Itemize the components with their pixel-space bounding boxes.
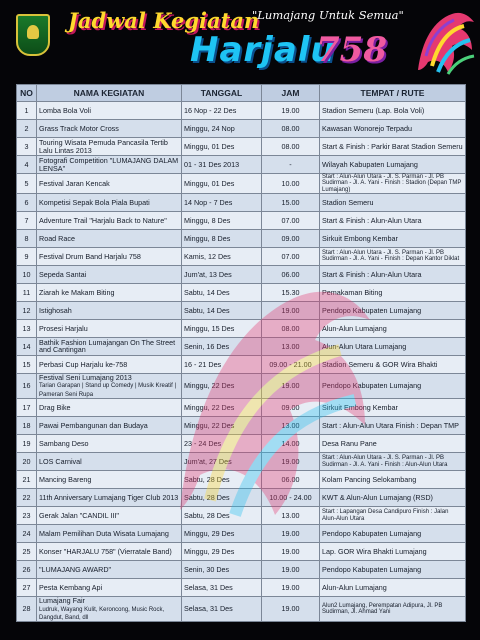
horse-logo-icon: [408, 0, 480, 90]
activity-date: Minggu, 22 Des: [182, 399, 262, 417]
column-header-date: TANGGAL: [182, 85, 262, 102]
activity-subtitle: Ludruk, Wayang Kulit, Keroncong, Music Rock, Dangdut, Band, dll: [39, 606, 165, 621]
table-row: [17, 579, 466, 597]
table-row: [17, 355, 466, 373]
activity-place: Alun-Alun Lumajang: [320, 319, 466, 337]
activity-time: 14.00: [262, 435, 320, 453]
row-number: 19: [17, 435, 37, 453]
row-number: 18: [17, 417, 37, 435]
activity-name-cell: [37, 471, 182, 489]
row-number: 27: [17, 579, 37, 597]
row-number: 4: [17, 156, 37, 174]
activity-date: Minggu, 22 Des: [182, 373, 262, 398]
table-row: [17, 156, 466, 174]
row-number: 1: [17, 102, 37, 120]
activity-date: Minggu, 8 Des: [182, 211, 262, 229]
activity-name: Lumajang Fair: [39, 596, 85, 606]
activity-date: 01 - 31 Des 2013: [182, 156, 262, 174]
activity-time: 13.00: [262, 507, 320, 525]
row-number: 21: [17, 471, 37, 489]
activity-name-cell: [37, 211, 182, 229]
activity-name: Sambang Deso: [39, 438, 89, 448]
activity-name-cell: [37, 525, 182, 543]
activity-date: Senin, 16 Des: [182, 337, 262, 355]
activity-date: 14 Nop - 7 Des: [182, 193, 262, 211]
activity-name: Malam Pemilihan Duta Wisata Lumajang: [39, 528, 169, 538]
table-row: [17, 138, 466, 156]
activity-name-cell: [37, 174, 182, 194]
activity-place: Stadion Semeru: [320, 193, 466, 211]
activity-time: 08.00: [262, 120, 320, 138]
activity-time: 09.00 - 21.00: [262, 355, 320, 373]
activity-date: Selasa, 31 Des: [182, 597, 262, 622]
activity-date: Minggu, 8 Des: [182, 229, 262, 247]
row-number: 6: [17, 193, 37, 211]
row-number: 17: [17, 399, 37, 417]
activity-place: Sirkuit Embong Kembar: [320, 399, 466, 417]
activity-place: Stadion Semeru & GOR Wira Bhakti: [320, 355, 466, 373]
activity-name: Fotografi Competition "LUMAJANG DALAM LENSA": [39, 155, 179, 173]
activity-time: 19.00: [262, 543, 320, 561]
activity-name-cell: [37, 265, 182, 283]
activity-time: 07.00: [262, 247, 320, 265]
activity-date: 23 - 24 Des: [182, 435, 262, 453]
table-row: [17, 229, 466, 247]
activity-name-cell: [37, 247, 182, 265]
activity-date: Minggu, 01 Des: [182, 138, 262, 156]
activity-name: Perbasi Cup Harjalu ke-758: [39, 359, 128, 369]
table-row: [17, 417, 466, 435]
activity-name: 11th Anniversary Lumajang Tiger Club 2013: [39, 492, 179, 502]
activity-place: Start : Alun-Alun Utara - Jl. S. Parman - Jl. PB Sudirman - Jl. A. Yani - Finish : Alun-Alun Utara: [320, 453, 466, 471]
activity-name: Ziarah ke Makam Biting: [39, 287, 115, 297]
row-number: 16: [17, 373, 37, 398]
table-row: [17, 120, 466, 138]
activity-name: Grass Track Motor Cross: [39, 123, 119, 133]
activity-name-cell: [37, 579, 182, 597]
activity-time: 19.00: [262, 301, 320, 319]
activity-time: 15.30: [262, 283, 320, 301]
table-row: [17, 507, 466, 525]
activity-place: Lap. GOR Wira Bhakti Lumajang: [320, 543, 466, 561]
activity-name: Festival Jaran Kencak: [39, 178, 110, 188]
row-number: 22: [17, 489, 37, 507]
activity-time: 19.00: [262, 579, 320, 597]
column-header-activity: NAMA KEGIATAN: [37, 85, 182, 102]
activity-name-cell: [37, 597, 182, 622]
activity-place: Alun-Alun Lumajang: [320, 579, 466, 597]
row-number: 2: [17, 120, 37, 138]
table-row: [17, 597, 466, 622]
activity-time: 19.00: [262, 453, 320, 471]
activity-place: Desa Ranu Pane: [320, 435, 466, 453]
activity-name: LOS Carnival: [39, 456, 82, 466]
activity-name: Prosesi Harjalu: [39, 323, 88, 333]
activity-place: Pendopo Kabupaten Lumajang: [320, 373, 466, 398]
activity-name: Mancing Bareng: [39, 474, 92, 484]
activity-name-cell: [37, 507, 182, 525]
activity-place: Kolam Pancing Selokambang: [320, 471, 466, 489]
table-row: [17, 283, 466, 301]
table-row: [17, 174, 466, 194]
activity-date: Sabtu, 14 Des: [182, 301, 262, 319]
row-number: 13: [17, 319, 37, 337]
table-row: [17, 543, 466, 561]
activity-time: 10.00 - 24.00: [262, 489, 320, 507]
row-number: 25: [17, 543, 37, 561]
row-number: 3: [17, 138, 37, 156]
activity-name: Adventure Trail "Harjalu Back to Nature": [39, 215, 167, 225]
activity-date: Jum'at, 27 Des: [182, 453, 262, 471]
activity-name: Bathik Fashion Lumajangan On The Street and Cantingan: [39, 337, 176, 355]
table-row: [17, 561, 466, 579]
table-row: [17, 337, 466, 355]
activity-name-cell: [37, 435, 182, 453]
activity-name-cell: [37, 399, 182, 417]
activity-name-cell: [37, 138, 182, 156]
row-number: 10: [17, 265, 37, 283]
row-number: 9: [17, 247, 37, 265]
activity-time: 06.00: [262, 471, 320, 489]
activity-name-cell: [37, 102, 182, 120]
table-row: [17, 435, 466, 453]
activity-time: 19.00: [262, 561, 320, 579]
activity-place: Pendopo Kabupaten Lumajang: [320, 301, 466, 319]
row-number: 12: [17, 301, 37, 319]
activity-name-cell: [37, 229, 182, 247]
row-number: 8: [17, 229, 37, 247]
activity-place: Stadion Semeru (Lap. Bola Voli): [320, 102, 466, 120]
table-row: [17, 471, 466, 489]
activity-date: Minggu, 01 Des: [182, 174, 262, 194]
activity-name-cell: [37, 561, 182, 579]
row-number: 23: [17, 507, 37, 525]
table-row: [17, 301, 466, 319]
activity-place: Start : Alun-Alun Utara - Jl. S. Parman - Jl. PB Sudirman - Jl. A. Yani - Finish : Stadion (Depan TMP Lumajang): [320, 174, 466, 194]
activity-time: 13.00: [262, 417, 320, 435]
table-row: [17, 525, 466, 543]
activity-name: Road Race: [39, 233, 75, 243]
row-number: 28: [17, 597, 37, 622]
row-number: 20: [17, 453, 37, 471]
row-number: 5: [17, 174, 37, 194]
activity-place: Start : Alun-Alun Utara - Jl. S. Parman - Jl. PB Sudirman - Jl. A. Yani - Finish : Depan Kantor Diklat: [320, 247, 466, 265]
activity-name: Pawai Pembangunan dan Budaya: [39, 420, 148, 430]
activity-time: 19.00: [262, 102, 320, 120]
header: [0, 0, 480, 84]
activity-date: Sabtu, 28 Des: [182, 507, 262, 525]
activity-time: 09.00: [262, 229, 320, 247]
activity-name: "LUMAJANG AWARD": [39, 564, 112, 574]
activity-name-cell: [37, 120, 182, 138]
activity-place: Start & Finish : Alun-Alun Utara: [320, 211, 466, 229]
row-number: 26: [17, 561, 37, 579]
table-row: [17, 373, 466, 398]
activity-place: Start : Alun-Alun Utara Finish : Depan TMP: [320, 417, 466, 435]
activity-date: Kamis, 12 Des: [182, 247, 262, 265]
activity-date: Sabtu, 28 Des: [182, 489, 262, 507]
activity-time: 13.00: [262, 337, 320, 355]
activity-place: Wilayah Kabupaten Lumajang: [320, 156, 466, 174]
activity-date: Minggu, 22 Des: [182, 417, 262, 435]
activity-name-cell: [37, 337, 182, 355]
activity-time: 09.00: [262, 399, 320, 417]
activity-place: Alun-Alun Utara Lumajang: [320, 337, 466, 355]
activity-name: Istighosah: [39, 305, 72, 315]
activity-name: Kompetisi Sepak Bola Piala Bupati: [39, 197, 150, 207]
table-row: [17, 102, 466, 120]
activity-name: Drag Bike: [39, 402, 71, 412]
table-row: [17, 247, 466, 265]
tagline: "Lumajang Untuk Semua": [252, 8, 404, 22]
table-header-row: [17, 85, 466, 102]
column-header-no: NO: [17, 85, 37, 102]
activity-date: Senin, 30 Des: [182, 561, 262, 579]
activity-name-cell: [37, 355, 182, 373]
page-title: Jadwal Kegiatan: [68, 8, 260, 33]
activity-date: Sabtu, 28 Des: [182, 471, 262, 489]
activity-name: Gerak Jalan "CANDIL III": [39, 510, 119, 520]
activity-time: -: [262, 156, 320, 174]
table-row: [17, 319, 466, 337]
row-number: 7: [17, 211, 37, 229]
activity-name-cell: [37, 319, 182, 337]
table-row: [17, 399, 466, 417]
activity-name: Touring Wisata Pemuda Pancasila Tertib Lalu Lintas 2013: [39, 137, 168, 155]
activity-name-cell: [37, 373, 182, 398]
row-number: 15: [17, 355, 37, 373]
activity-time: 08.00: [262, 319, 320, 337]
activity-name-cell: [37, 283, 182, 301]
activity-name-cell: [37, 489, 182, 507]
activity-place: Sirkuit Embong Kembar: [320, 229, 466, 247]
activity-place: Pemakaman Biting: [320, 283, 466, 301]
activity-time: 06.00: [262, 265, 320, 283]
activity-place: Pendopo Kabupaten Lumajang: [320, 525, 466, 543]
table-row: [17, 211, 466, 229]
activity-time: 10.00: [262, 174, 320, 194]
activity-place: Alun2 Lumajang, Perempatan Adipura, Jl. PB Sudirman, Jl. Ahmad Yani: [320, 597, 466, 622]
activity-date: Minggu, 29 Des: [182, 543, 262, 561]
activity-name-cell: [37, 156, 182, 174]
activity-place: Start : Lapangan Desa Candipuro Finish : Jalan Alun-Alun Utara: [320, 507, 466, 525]
activity-time: 19.00: [262, 597, 320, 622]
activity-name-cell: [37, 417, 182, 435]
row-number: 24: [17, 525, 37, 543]
column-header-time: JAM: [262, 85, 320, 102]
activity-name: Festival Drum Band Harjalu 758: [39, 251, 141, 261]
activity-date: 16 Nop - 22 Des: [182, 102, 262, 120]
activity-name: Pesta Kembang Api: [39, 582, 103, 592]
activity-date: Sabtu, 14 Des: [182, 283, 262, 301]
table-row: [17, 453, 466, 471]
schedule-table: [16, 84, 466, 622]
activity-place: KWT & Alun-Alun Lumajang (RSD): [320, 489, 466, 507]
activity-name: Sepeda Santai: [39, 269, 87, 279]
activity-date: Minggu, 15 Des: [182, 319, 262, 337]
activity-date: Selasa, 31 Des: [182, 579, 262, 597]
activity-time: 08.00: [262, 138, 320, 156]
row-number: 11: [17, 283, 37, 301]
activity-name: Konser "HARJALU 758" (Vierratale Band): [39, 546, 172, 556]
table-row: [17, 489, 466, 507]
activity-place: Pendopo Kabupaten Lumajang: [320, 561, 466, 579]
table-row: [17, 265, 466, 283]
activity-time: 15.00: [262, 193, 320, 211]
activity-place: Start & Finish : Alun-Alun Utara: [320, 265, 466, 283]
event-name: Harjalu: [190, 30, 336, 70]
activity-place: Start & Finish : Parkir Barat Stadion Semeru: [320, 138, 466, 156]
activity-name: Festival Seni Lumajang 2013: [39, 372, 132, 382]
lumajang-regency-emblem-icon: [16, 14, 50, 56]
activity-subtitle: Tarian Garapan | Stand up Comedy | Musik Kreatif | Pameran Seni Rupa: [39, 383, 177, 398]
activity-date: Jum'at, 13 Des: [182, 265, 262, 283]
row-number: 14: [17, 337, 37, 355]
activity-time: 07.00: [262, 211, 320, 229]
activity-place: Kawasan Wonorejo Terpadu: [320, 120, 466, 138]
event-number: 758: [316, 30, 387, 70]
column-header-place-route: TEMPAT / RUTE: [320, 85, 466, 102]
activity-time: 19.00: [262, 525, 320, 543]
activity-name: Lomba Bola Voli: [39, 105, 91, 115]
activity-name-cell: [37, 453, 182, 471]
activity-time: 19.00: [262, 373, 320, 398]
activity-name-cell: [37, 301, 182, 319]
activity-date: Minggu, 29 Des: [182, 525, 262, 543]
activity-date: 16 - 21 Des: [182, 355, 262, 373]
activity-date: Minggu, 24 Nop: [182, 120, 262, 138]
table-row: [17, 193, 466, 211]
activity-name-cell: [37, 193, 182, 211]
activity-name-cell: [37, 543, 182, 561]
